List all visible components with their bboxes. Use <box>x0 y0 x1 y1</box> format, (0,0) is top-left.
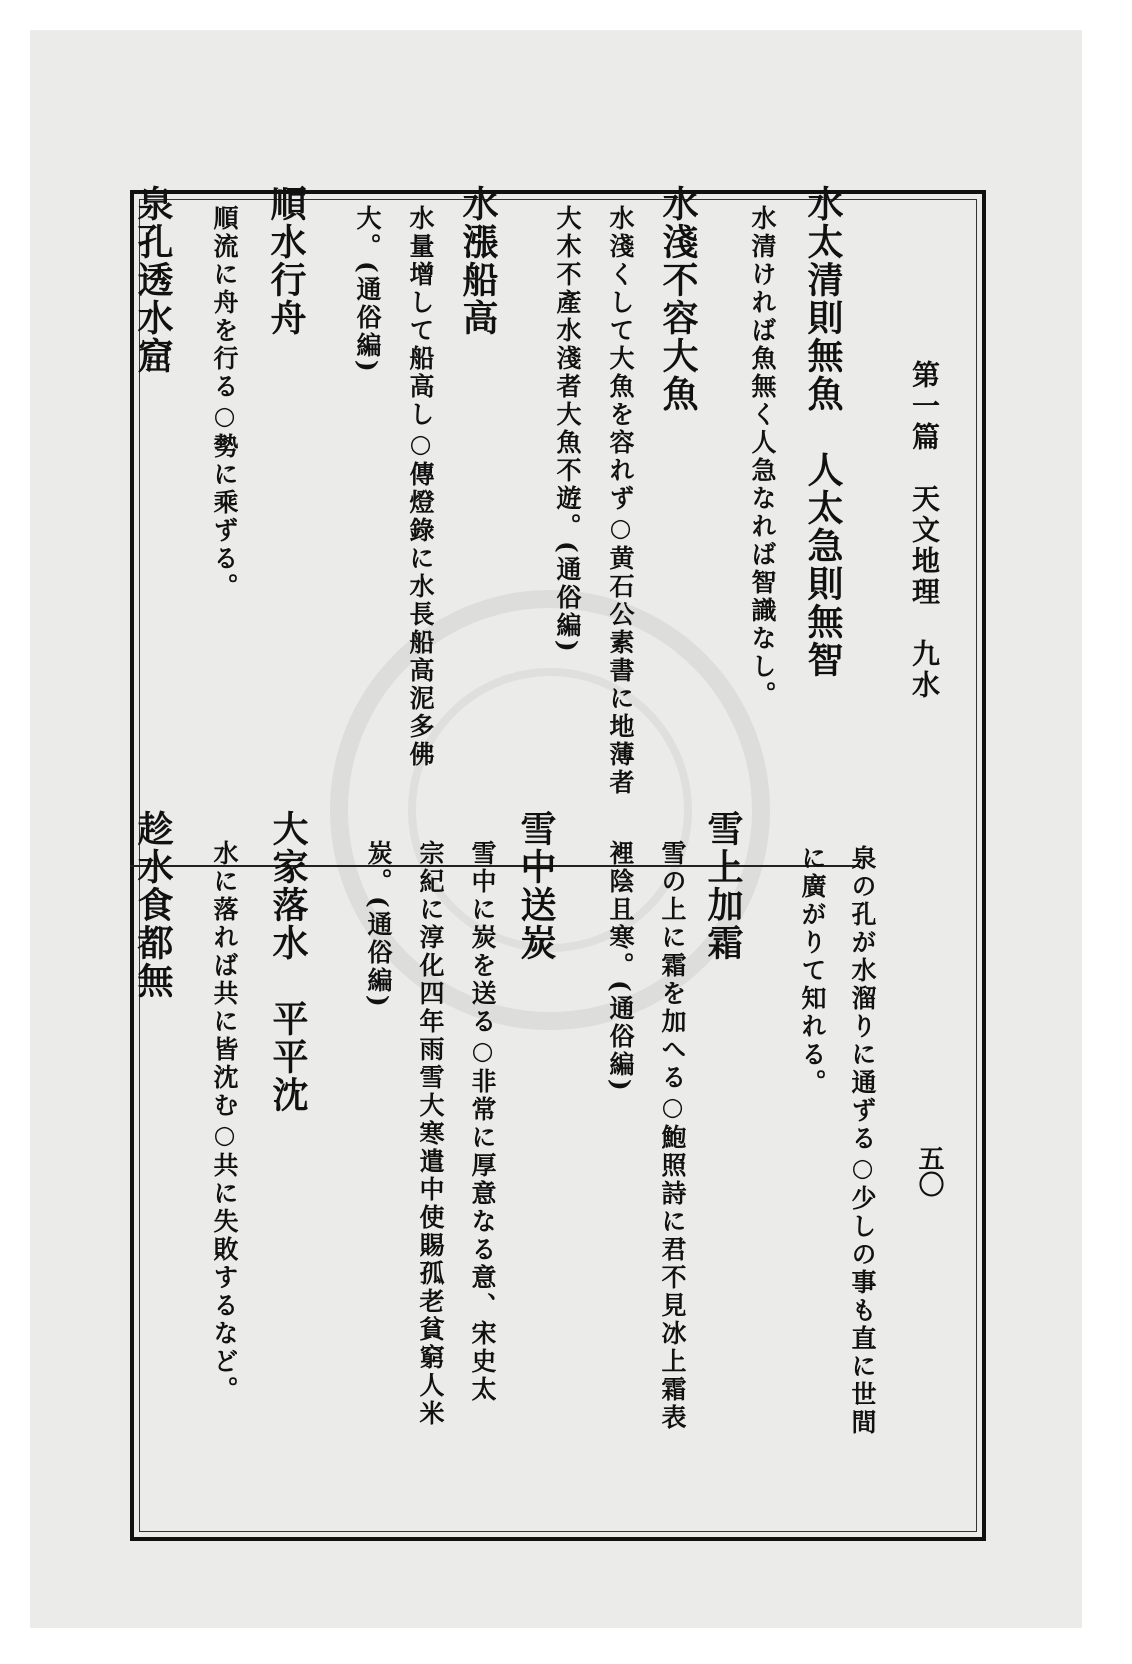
entry-text: 水淺くして大魚を容れず○黄石公素書に地薄者 <box>606 205 635 797</box>
entry-text: 雪の上に霜を加へる○鮑照詩に君不見冰上霜表 <box>658 840 687 1432</box>
page <box>30 30 1082 1628</box>
page-number: 五〇 <box>914 1145 944 1197</box>
entry-heading: 水漲船高 <box>457 185 499 337</box>
entry-text: 宗紀に淳化四年雨雪大寒遣中使賜孤老貧窮人米 <box>416 840 445 1428</box>
entry-text: 裡陰且寒。(通俗編) <box>606 840 635 1094</box>
entry-text: に廣がりて知れる。 <box>798 845 827 1097</box>
entry-text: 大木不產水淺者大魚不遊。(通俗編) <box>553 205 582 655</box>
entry-heading: 泉孔透水窟 <box>132 185 174 375</box>
entry-heading: 雪上加霜 <box>702 810 744 962</box>
entry-text: 水量增して船高し○傳燈錄に水長船高泥多佛 <box>406 205 435 769</box>
entry-heading: 順水行舟 <box>265 185 307 337</box>
entry-text: 水清ければ魚無く人急なれば智識なし。 <box>748 205 777 709</box>
entry-heading: 水太清則無魚 人太急則無智 <box>802 185 844 679</box>
entry-text: 雪中に炭を送る○非常に厚意なる意、宋史太 <box>468 840 497 1404</box>
entry-text: 炭。(通俗編) <box>364 840 393 1010</box>
entry-text: 大。(通俗編) <box>353 205 382 375</box>
entry-heading: 大家落水 平平沈 <box>267 810 309 1114</box>
entry-text: 泉の孔が水溜りに通ずる○少しの事も直に世間 <box>848 845 877 1437</box>
entry-text: 水に落れば共に皆沈む○共に失敗するなど。 <box>210 840 239 1404</box>
entry-heading: 雪中送炭 <box>515 810 557 962</box>
entry-text: 順流に舟を行る○勢に乘ずる。 <box>210 205 239 601</box>
entry-heading: 水淺不容大魚 <box>657 185 699 413</box>
entry-heading: 趁水食都無 <box>132 810 174 1000</box>
chapter-title: 第一篇 天文地理 九水 <box>908 360 941 701</box>
